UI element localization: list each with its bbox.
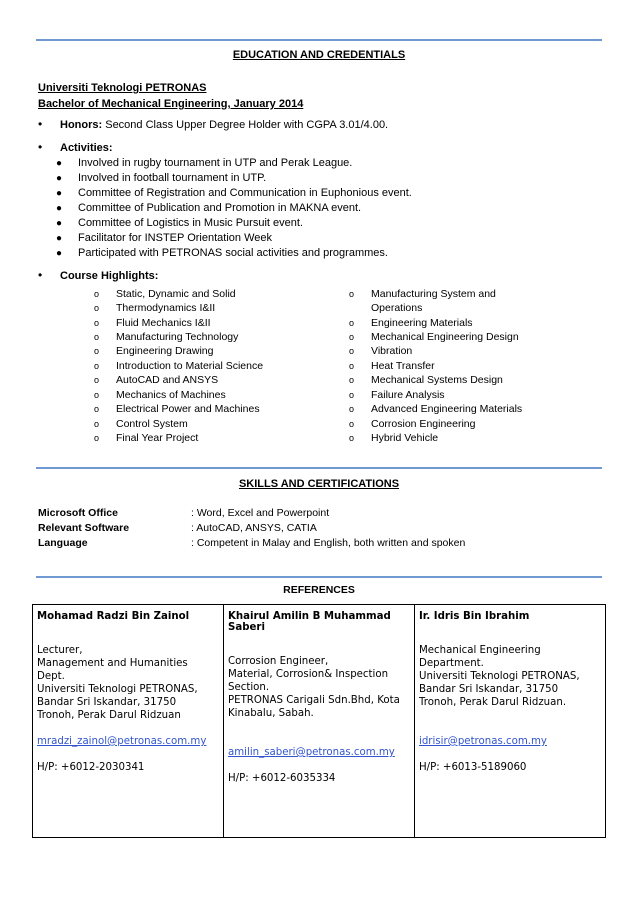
reference-line: Material, Corrosion& Inspection bbox=[228, 669, 389, 680]
skill-value: : Competent in Malay and English, both written and spoken bbox=[191, 537, 466, 549]
circle-bullet-icon: o bbox=[349, 289, 355, 299]
circle-bullet-icon: o bbox=[349, 332, 355, 342]
bullet-icon: • bbox=[38, 140, 43, 154]
circle-bullet-icon: o bbox=[94, 361, 100, 371]
reference-line: Universiti Teknologi PETRONAS, bbox=[37, 684, 198, 695]
course-item: o Mechanical Engineering Design bbox=[349, 331, 519, 343]
circle-bullet-icon: o bbox=[94, 346, 100, 356]
reference-card bbox=[415, 605, 606, 838]
bullet-icon: ● bbox=[56, 158, 63, 169]
course-item: o Vibration bbox=[349, 345, 413, 357]
degree-line: Bachelor of Mechanical Engineering, January 2014 bbox=[38, 98, 304, 110]
skill-value: : AutoCAD, ANSYS, CATIA bbox=[191, 522, 317, 534]
circle-bullet-icon: o bbox=[94, 375, 100, 385]
reference-email-link[interactable]: mradzi_zainol@petronas.com.my bbox=[37, 736, 207, 747]
reference-line: Dept. bbox=[37, 671, 65, 682]
course-item-continued: Operations bbox=[371, 302, 423, 314]
reference-line: Bandar Sri Iskandar, 31750 bbox=[37, 697, 177, 708]
course-item: o Mechanics of Machines bbox=[94, 389, 226, 401]
list-item: ● Committee of Registration and Communication in Euphonious event. bbox=[56, 187, 412, 199]
reference-line: Section. bbox=[228, 682, 270, 693]
course-item: o Manufacturing System and bbox=[349, 288, 496, 300]
references-title: REFERENCES bbox=[283, 584, 355, 596]
circle-bullet-icon: o bbox=[94, 303, 100, 313]
activities-label: Activities: bbox=[60, 142, 113, 154]
honors-item bbox=[38, 117, 388, 131]
course-item: o Fluid Mechanics I&II bbox=[94, 317, 211, 329]
course-item: o Corrosion Engineering bbox=[349, 418, 476, 430]
reference-line: Corrosion Engineer, bbox=[228, 656, 329, 667]
bullet-icon: ● bbox=[56, 173, 63, 184]
list-item: ● Participated with PETRONAS social activities and programmes. bbox=[56, 247, 388, 259]
course-item: o Final Year Project bbox=[94, 432, 199, 444]
course-item: o Heat Transfer bbox=[349, 360, 435, 372]
bullet-icon: ● bbox=[56, 248, 63, 259]
list-item: ● Committee of Publication and Promotion in MAKNA event. bbox=[56, 202, 362, 214]
reference-card bbox=[33, 605, 224, 838]
references-table bbox=[32, 604, 606, 838]
course-item: o Control System bbox=[94, 418, 188, 430]
bullet-icon: ● bbox=[56, 218, 63, 229]
section-divider bbox=[36, 467, 602, 469]
circle-bullet-icon: o bbox=[94, 433, 100, 443]
bullet-icon: ● bbox=[56, 233, 63, 244]
course-item: o Manufacturing Technology bbox=[94, 331, 239, 343]
circle-bullet-icon: o bbox=[94, 390, 100, 400]
circle-bullet-icon: o bbox=[349, 346, 355, 356]
bullet-icon: • bbox=[38, 117, 43, 131]
course-item: o Thermodynamics I&II bbox=[94, 302, 216, 314]
reference-card bbox=[224, 605, 415, 838]
reference-name: Ir. Idris Bin Ibrahim bbox=[419, 611, 530, 622]
course-item: o Static, Dynamic and Solid bbox=[94, 288, 236, 300]
section-divider bbox=[36, 39, 602, 41]
reference-line-blank bbox=[228, 720, 410, 733]
circle-bullet-icon: o bbox=[349, 433, 355, 443]
course-item: o Engineering Materials bbox=[349, 317, 473, 329]
honors-label: Honors: bbox=[60, 119, 103, 131]
circle-bullet-icon: o bbox=[349, 390, 355, 400]
list-item: ● Committee of Logistics in Music Pursuit event. bbox=[56, 217, 303, 229]
reference-name: Khairul Amilin B Muhammad Saberi bbox=[228, 611, 391, 633]
skill-label: Microsoft Office bbox=[38, 507, 118, 519]
reference-line: Kinabalu, Sabah. bbox=[228, 708, 314, 719]
circle-bullet-icon: o bbox=[349, 404, 355, 414]
course-item: o Advanced Engineering Materials bbox=[349, 403, 523, 415]
honors-text: Second Class Upper Degree Holder with CGPA 3.01/4.00. bbox=[102, 119, 389, 131]
course-item: o Hybrid Vehicle bbox=[349, 432, 439, 444]
reference-line: Lecturer, bbox=[37, 645, 83, 656]
reference-phone: H/P: +6013-5189060 bbox=[419, 762, 527, 773]
circle-bullet-icon: o bbox=[349, 375, 355, 385]
circle-bullet-icon: o bbox=[349, 419, 355, 429]
university-name: Universiti Teknologi PETRONAS bbox=[38, 82, 207, 94]
reference-line-blank bbox=[419, 709, 601, 722]
circle-bullet-icon: o bbox=[94, 419, 100, 429]
list-item: ● Facilitator for INSTEP Orientation Week bbox=[56, 232, 272, 244]
circle-bullet-icon: o bbox=[349, 318, 355, 328]
course-item: o Mechanical Systems Design bbox=[349, 374, 503, 386]
list-item: ● Involved in rugby tournament in UTP and Perak League. bbox=[56, 157, 353, 169]
courses-heading bbox=[38, 268, 158, 282]
reference-email-link[interactable]: amilin_saberi@petronas.com.my bbox=[228, 747, 395, 758]
course-item: o Engineering Drawing bbox=[94, 345, 214, 357]
bullet-icon: ● bbox=[56, 188, 63, 199]
reference-line: Department. bbox=[419, 658, 484, 669]
circle-bullet-icon: o bbox=[94, 318, 100, 328]
circle-bullet-icon: o bbox=[94, 289, 100, 299]
reference-line: Mechanical Engineering bbox=[419, 645, 541, 656]
skill-value: : Word, Excel and Powerpoint bbox=[191, 507, 330, 519]
skill-label: Language bbox=[38, 537, 88, 549]
reference-line: Tronoh, Perak Darul Ridzuan bbox=[37, 710, 181, 721]
circle-bullet-icon: o bbox=[349, 361, 355, 371]
course-item: o Failure Analysis bbox=[349, 389, 445, 401]
reference-line: Bandar Sri Iskandar, 31750 bbox=[419, 684, 559, 695]
circle-bullet-icon: o bbox=[94, 404, 100, 414]
skill-label: Relevant Software bbox=[38, 522, 130, 534]
skills-title: SKILLS AND CERTIFICATIONS bbox=[238, 478, 400, 490]
reference-phone: H/P: +6012-2030341 bbox=[37, 762, 145, 773]
bullet-icon: ● bbox=[56, 203, 63, 214]
reference-line: Management and Humanities bbox=[37, 658, 188, 669]
reference-email-link[interactable]: idrisir@petronas.com.my bbox=[419, 736, 547, 747]
list-item: ● Involved in football tournament in UTP. bbox=[56, 172, 267, 184]
reference-line: Tronoh, Perak Darul Ridzuan. bbox=[419, 697, 567, 708]
activities-heading bbox=[38, 140, 113, 154]
circle-bullet-icon: o bbox=[94, 332, 100, 342]
reference-line: Universiti Teknologi PETRONAS, bbox=[419, 671, 580, 682]
reference-name: Mohamad Radzi Bin Zainol bbox=[37, 611, 190, 622]
course-item: o Electrical Power and Machines bbox=[94, 403, 260, 415]
course-item: o Introduction to Material Science bbox=[94, 360, 264, 372]
reference-phone: H/P: +6012-6035334 bbox=[228, 773, 336, 784]
reference-line: PETRONAS Carigali Sdn.Bhd, Kota bbox=[228, 695, 400, 706]
course-item: o AutoCAD and ANSYS bbox=[94, 374, 219, 386]
bullet-icon: • bbox=[38, 268, 43, 282]
courses-label: Course Highlights: bbox=[60, 270, 159, 282]
section-divider bbox=[36, 576, 602, 578]
education-title: EDUCATION AND CREDENTIALS bbox=[232, 49, 406, 61]
